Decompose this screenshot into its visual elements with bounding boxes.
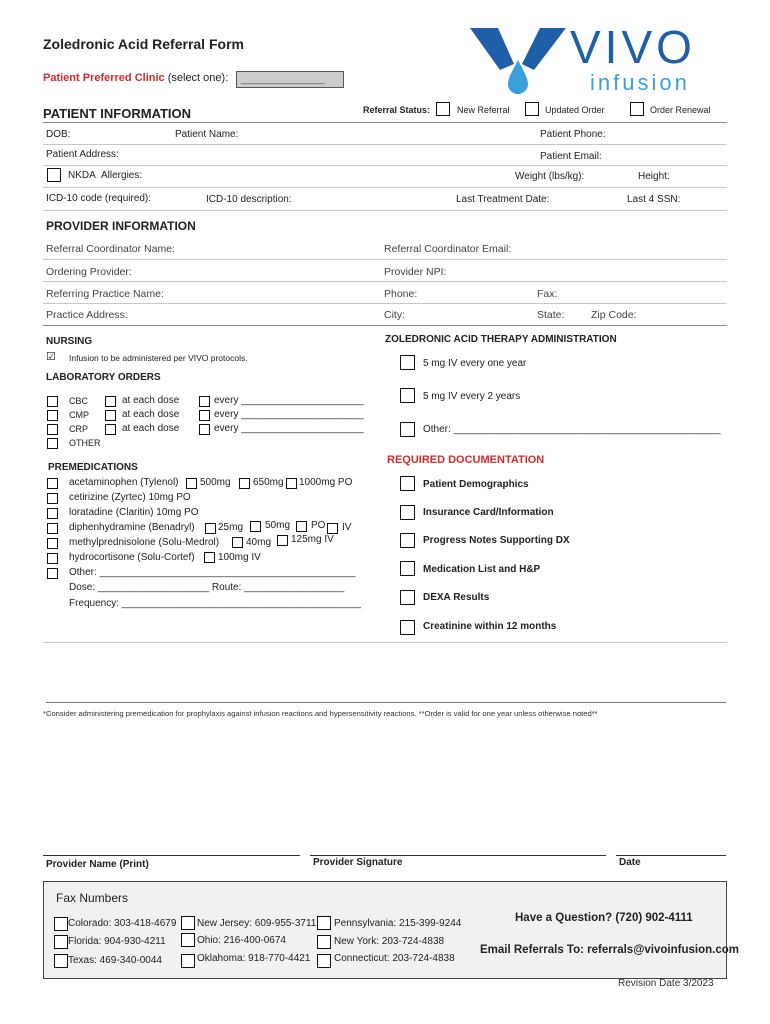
practice-address-field[interactable]: Practice Address: (46, 309, 128, 321)
acet-650-label: 650mg (253, 477, 284, 488)
nursing-heading: NURSING (46, 336, 93, 347)
updated-order-checkbox[interactable] (525, 102, 539, 116)
oklahoma-label: Oklahoma: 918-770-4421 (197, 953, 311, 964)
cbc-each-dose-label: at each dose (122, 395, 180, 406)
state-field[interactable]: State: (537, 309, 565, 321)
order-renewal-label: Order Renewal (650, 105, 711, 115)
crp-label: CRP (69, 424, 89, 434)
zip-field[interactable]: Zip Code: (591, 309, 637, 321)
crp-each-dose-label: at each dose (122, 423, 180, 434)
practice-phone-field[interactable]: Phone: (384, 288, 418, 300)
acet-500-checkbox[interactable] (186, 478, 197, 489)
progress-notes-label: Progress Notes Supporting DX (423, 535, 570, 546)
nkda-checkbox[interactable] (47, 168, 61, 182)
cmp-label: CMP (69, 410, 89, 420)
height-field[interactable]: Height: (638, 171, 670, 182)
patient-email-field[interactable]: Patient Email: (540, 151, 602, 162)
methyl-125-label: 125mg IV (291, 534, 334, 545)
cmp-each-dose-label: at each dose (122, 409, 180, 420)
provider-info-heading: PROVIDER INFORMATION (46, 219, 196, 233)
acetaminophen-checkbox[interactable] (47, 478, 58, 489)
texas-label: Texas: 469-340-0044 (68, 955, 162, 966)
dose-route-field[interactable]: Dose: ____________________ Route: __________________ (69, 582, 345, 593)
weight-field[interactable]: Weight (lbs/kg): (515, 171, 585, 182)
insurance-checkbox[interactable] (400, 505, 415, 520)
new-jersey-checkbox[interactable] (181, 916, 195, 930)
crp-every-checkbox[interactable] (199, 424, 210, 435)
methylprednisolone-label: methylprednisolone (Solu-Medrol) (69, 537, 220, 548)
methyl-40-label: 40mg (246, 537, 272, 548)
practice-name-field[interactable]: Referring Practice Name: (46, 288, 164, 300)
premeds-heading: PREMEDICATIONS (48, 462, 138, 473)
creatinine-checkbox[interactable] (400, 620, 415, 635)
cetirizine-label: cetirizine (Zyrtec) 10mg PO (69, 492, 191, 503)
nursing-protocol-text: Infusion to be administered per VIVO protocols. (69, 353, 248, 363)
patient-name-field[interactable]: Patient Name: (175, 129, 239, 140)
footnote-rule (46, 702, 726, 703)
icd-description-field[interactable]: ICD-10 description: (206, 194, 292, 205)
cbc-checkbox[interactable] (47, 396, 58, 407)
date-line (616, 855, 726, 856)
other-premed-checkbox[interactable] (47, 568, 58, 579)
fax-heading: Fax Numbers (56, 891, 129, 905)
oklahoma-checkbox[interactable] (181, 954, 195, 968)
diphen-po-checkbox[interactable] (296, 521, 307, 532)
divider (43, 281, 727, 282)
loratadine-checkbox[interactable] (47, 508, 58, 519)
new-york-checkbox[interactable] (317, 935, 331, 949)
medication-list-checkbox[interactable] (400, 561, 415, 576)
diphen-25-checkbox[interactable] (205, 523, 216, 534)
crp-checkbox[interactable] (47, 424, 58, 435)
crp-each-dose-checkbox[interactable] (105, 424, 116, 435)
one-year-checkbox[interactable] (400, 355, 415, 370)
cetirizine-checkbox[interactable] (47, 493, 58, 504)
colorado-label: Colorado: 303-418-4679 (68, 918, 177, 929)
name-signature-line (43, 855, 300, 856)
diphen-iv-checkbox[interactable] (327, 523, 338, 534)
city-field[interactable]: City: (384, 309, 405, 321)
cbc-each-dose-checkbox[interactable] (105, 396, 116, 407)
acetaminophen-label: acetaminophen (Tylenol) (69, 477, 179, 488)
ohio-checkbox[interactable] (181, 933, 195, 947)
other-lab-label: OTHER (69, 438, 101, 448)
divider (43, 122, 727, 123)
ohio-label: Ohio: 216-400-0674 (197, 935, 286, 946)
vivo-logo-sub: infusion (590, 70, 690, 95)
progress-notes-checkbox[interactable] (400, 533, 415, 548)
dexa-label: DEXA Results (423, 592, 490, 603)
other-premed-field[interactable]: Other: ______________________________________________ (69, 567, 356, 578)
provider-npi-field[interactable]: Provider NPI: (384, 266, 447, 278)
cmp-each-dose-checkbox[interactable] (105, 410, 116, 421)
allergies-field[interactable]: Allergies: (101, 170, 143, 181)
other-lab-checkbox[interactable] (47, 438, 58, 449)
demographics-checkbox[interactable] (400, 476, 415, 491)
ssn-field[interactable]: Last 4 SSN: (627, 194, 681, 205)
divider (43, 325, 727, 326)
hydro-100-checkbox[interactable] (204, 552, 215, 563)
lab-orders-heading: LABORATORY ORDERS (46, 372, 161, 383)
patient-info-heading: PATIENT INFORMATION (43, 106, 192, 121)
cbc-every-field[interactable]: every ______________________ (214, 395, 364, 406)
updated-order-label: Updated Order (545, 105, 605, 115)
acet-500-label: 500mg (200, 477, 231, 488)
revision-date: Revision Date 3/2023 (618, 978, 714, 989)
pennsylvania-label: Pennsylvania: 215-399-9244 (334, 918, 462, 929)
cbc-label: CBC (69, 396, 89, 406)
diphenhydramine-label: diphenhydramine (Benadryl) (69, 522, 195, 533)
pennsylvania-checkbox[interactable] (317, 916, 331, 930)
divider (43, 303, 727, 304)
provider-name-field[interactable]: Provider Name (Print) (46, 859, 149, 870)
dob-field[interactable]: DOB: (46, 129, 71, 140)
question-phone: Have a Question? (720) 902-4111 (515, 912, 693, 924)
cmp-every-field[interactable]: every ______________________ (214, 409, 364, 420)
hydrocortisone-checkbox[interactable] (47, 553, 58, 564)
order-renewal-checkbox[interactable] (630, 102, 644, 116)
cbc-every-checkbox[interactable] (199, 396, 210, 407)
therapy-other-checkbox[interactable] (400, 422, 415, 437)
hydro-100-label: 100mg IV (218, 552, 261, 563)
florida-checkbox[interactable] (54, 935, 68, 949)
diphen-iv-label: IV (342, 522, 352, 533)
last-treatment-field[interactable]: Last Treatment Date: (456, 194, 550, 205)
insurance-label: Insurance Card/Information (423, 507, 554, 518)
methyl-40-checkbox[interactable] (232, 537, 243, 548)
crp-every-field[interactable]: every ______________________ (214, 423, 364, 434)
divider (43, 259, 727, 260)
cmp-every-checkbox[interactable] (199, 410, 210, 421)
acet-1000-checkbox[interactable] (286, 478, 297, 489)
acet-1000-label: 1000mg PO (299, 477, 353, 488)
patient-phone-field[interactable]: Patient Phone: (540, 129, 606, 140)
required-docs-heading: REQUIRED DOCUMENTATION (387, 454, 545, 466)
practice-fax-field[interactable]: Fax: (537, 288, 558, 300)
diphen-50-checkbox[interactable] (250, 521, 261, 532)
preferred-clinic-select[interactable]: _______________ (236, 71, 344, 88)
dexa-checkbox[interactable] (400, 590, 415, 605)
new-referral-checkbox[interactable] (436, 102, 450, 116)
nursing-checked-icon[interactable]: ☑ (46, 351, 56, 363)
vivo-logo-text: VIVO (570, 21, 696, 73)
icd-code-field[interactable]: ICD-10 code (required): (46, 193, 152, 204)
medication-list-label: Medication List and H&P (423, 564, 541, 575)
divider (43, 144, 727, 145)
coordinator-name-field[interactable]: Referral Coordinator Name: (46, 243, 175, 255)
frequency-field[interactable]: Frequency: ___________________________________________ (69, 598, 361, 609)
nkda-label: NKDA (68, 170, 96, 181)
preferred-clinic-label: Patient Preferred Clinic (select one): (43, 72, 229, 84)
connecticut-label: Connecticut: 203-724-4838 (334, 953, 455, 964)
therapy-heading: ZOLEDRONIC ACID THERAPY ADMINISTRATION (385, 334, 617, 345)
two-years-checkbox[interactable] (400, 388, 415, 403)
loratadine-label: loratadine (Claritin) 10mg PO (69, 507, 199, 518)
divider (43, 642, 727, 643)
coordinator-email-field[interactable]: Referral Coordinator Email: (384, 243, 512, 255)
date-field[interactable]: Date (619, 857, 641, 868)
form-title: Zoledronic Acid Referral Form (43, 36, 244, 52)
acet-650-checkbox[interactable] (239, 478, 250, 489)
email-referrals: Email Referrals To: referrals@vivoinfusion.com (480, 944, 739, 956)
diphen-25-label: 25mg (218, 522, 244, 533)
provider-signature-field[interactable]: Provider Signature (313, 857, 403, 868)
demographics-label: Patient Demographics (423, 479, 529, 490)
colorado-checkbox[interactable] (54, 917, 68, 931)
two-years-label: 5 mg IV every 2 years (423, 391, 521, 402)
one-year-label: 5 mg IV every one year (423, 358, 527, 369)
creatinine-label: Creatinine within 12 months (423, 621, 557, 632)
new-york-label: New York: 203-724-4838 (334, 936, 445, 947)
therapy-other-field[interactable]: Other: ________________________________________________ (423, 424, 721, 435)
patient-address-field[interactable]: Patient Address: (46, 149, 119, 160)
divider (43, 187, 727, 188)
new-referral-label: New Referral (457, 105, 510, 115)
methylprednisolone-checkbox[interactable] (47, 538, 58, 549)
ordering-provider-field[interactable]: Ordering Provider: (46, 266, 132, 278)
footnote: *Consider administering premedication for prophylaxis against infusion reactions and hypersensitivity reactions. **Order is valid for one year unless otherwise noted** (43, 709, 598, 718)
florida-label: Florida: 904-930-4211 (68, 936, 166, 947)
vivo-logo-mark (468, 24, 568, 94)
cmp-checkbox[interactable] (47, 410, 58, 421)
divider (43, 165, 727, 166)
hydrocortisone-label: hydrocortisone (Solu-Cortef) (69, 552, 195, 563)
methyl-125-checkbox[interactable] (277, 535, 288, 546)
new-jersey-label: New Jersey: 609-955-3711 (197, 918, 317, 929)
diphen-50-label: 50mg (265, 520, 291, 531)
signature-line (310, 855, 606, 856)
connecticut-checkbox[interactable] (317, 954, 331, 968)
diphen-po-label: PO (311, 520, 326, 531)
diphenhydramine-checkbox[interactable] (47, 523, 58, 534)
divider (43, 210, 727, 211)
referral-status-label: Referral Status: (363, 105, 431, 115)
texas-checkbox[interactable] (54, 954, 68, 968)
